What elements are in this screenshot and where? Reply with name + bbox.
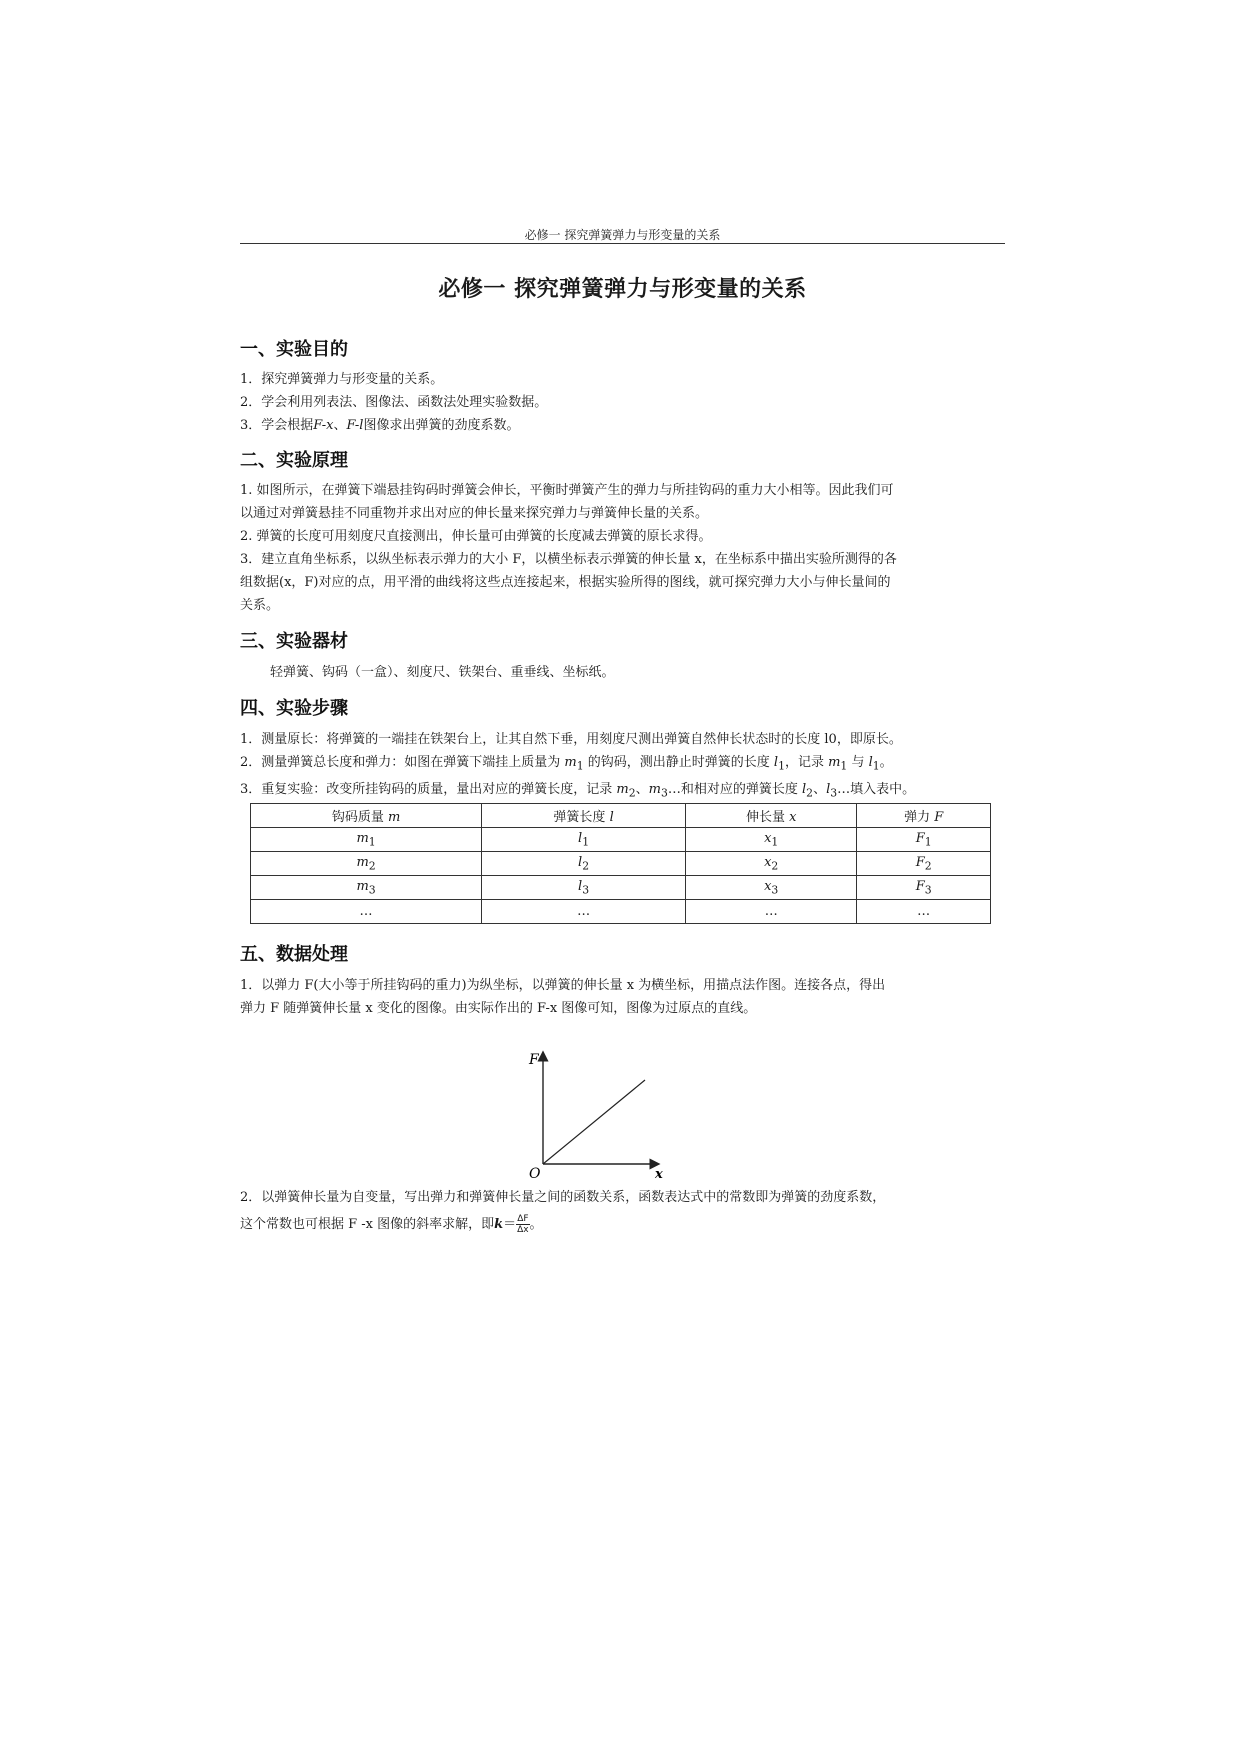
table-cell: $m_1$ [251,828,482,852]
table-row [251,876,991,900]
measurement-table [250,803,991,924]
x-axis-label: x [655,1167,663,1178]
step-2: 2．测量弹簧总长度和弹力：如图在弹簧下端挂上质量为 $m_1$ 的钩码，测出静止时弹簧的长度 $l_1$，记录 $m_1$ 与 $l_1$。 [240,755,893,773]
principle-line: 1. 如图所示，在弹簧下端悬挂钩码时弹簧会伸长，平衡时弹簧产生的弹力与所挂钩码的重力大小相等。因此我们可 [240,483,894,498]
principle-line: 以通过对弹簧悬挂不同重物并求出对应的伸长量来探究弹力与弹簧伸长量的关系。 [240,506,709,521]
document-page [240,0,1005,1754]
purpose-item-1: 1．探究弹簧弹力与形变量的关系。 [240,372,444,387]
processing-line: 这个常数也可根据 F -x 图像的斜率求解，即k＝ $\frac{\Delta F}{\Delta x}$ 。 [240,1214,543,1235]
table-cell: … [251,900,482,924]
slope-text [240,1186,1005,1236]
principle-line: 关系。 [240,598,280,613]
table-cell: $F_3$ [857,876,991,900]
step-1: 1．测量原长：将弹簧的一端挂在铁架台上，让其自然下垂，用刻度尺测出弹簧自然伸长状态时的长度 l0，即原长。 [240,732,902,747]
origin-label: O [529,1166,541,1178]
section-heading-principle: 二、实验原理 [240,450,348,471]
table-header-cell: 钩码质量 m [251,804,482,828]
proportional-line [543,1080,645,1164]
processing-line: 2．以弹簧伸长量为自变量，写出弹力和弹簧伸长量之间的函数关系，函数表达式中的常数即为弹簧的劲度系数， [240,1190,886,1205]
table-row [251,900,991,924]
section-heading-equipment: 三、实验器材 [240,631,348,652]
principle-text [240,479,1005,617]
table-row [251,852,991,876]
slope-fraction: $\frac{\Delta F}{\Delta x}$ [517,1214,529,1235]
y-axis-label: F [529,1052,539,1068]
table-cell: $m_3$ [251,876,482,900]
header-rule [240,243,1005,244]
table-cell: … [857,900,991,924]
table-cell: $F_1$ [857,828,991,852]
table-cell: $l_3$ [482,876,686,900]
table-cell: … [482,900,686,924]
step-3: 3．重复实验：改变所挂钩码的质量，量出对应的弹簧长度，记录 $m_2$、$m_3\dots$和相对应的弹簧长度 $l_2$、$l_3\dots$填入表中。 [240,781,916,800]
running-header: 必修一 探究弹簧弹力与形变量的关系 [524,228,721,242]
section-heading-steps: 四、实验步骤 [240,698,348,719]
equipment-list: 轻弹簧、钩码（一盒）、刻度尺、铁架台、重垂线、坐标纸。 [270,665,615,680]
table-cell: $F_2$ [857,852,991,876]
purpose-item-3: 3．学会根据F-x、F-l图像求出弹簧的劲度系数。 [240,418,520,433]
f-x-graph [505,1048,685,1178]
table-cell: … [686,900,857,924]
table-header-cell: 弹力 F [857,804,991,828]
principle-line: 3．建立直角坐标系，以纵坐标表示弹力的大小 F，以横坐标表示弹簧的伸长量 x，在坐标系中描出实验所测得的各 [240,552,897,567]
processing-line: 弹力 F 随弹簧伸长量 x 变化的图像。由实际作出的 F-x 图像可知，图像为过原点的直线。 [240,1001,757,1016]
steps-list [240,728,1005,804]
principle-line: 组数据(x，F)对应的点，用平滑的曲线将这些点连接起来，根据实验所得的图线，就可探究弹力大小与伸长量间的 [240,575,891,590]
section-heading-data-processing: 五、数据处理 [240,944,348,965]
table-row [251,828,991,852]
data-processing-text [240,974,1005,1020]
table-cell: $l_1$ [482,828,686,852]
table-header-row [251,804,991,828]
processing-line: 1．以弹力 F(大小等于所挂钩码的重力)为纵坐标，以弹簧的伸长量 x 为横坐标，用描点法作图。连接各点，得出 [240,978,886,993]
purpose-item-2: 2．学会利用列表法、图像法、函数法处理实验数据。 [240,395,548,410]
principle-line: 2. 弹簧的长度可用刻度尺直接测出，伸长量可由弹簧的长度减去弹簧的原长求得。 [240,529,712,544]
table-cell: $l_2$ [482,852,686,876]
section-heading-purpose: 一、实验目的 [240,339,348,360]
table-cell: $x_1$ [686,828,857,852]
document-title: 必修一 探究弹簧弹力与形变量的关系 [438,277,807,302]
purpose-list [240,368,1005,437]
table-header-cell: 弹簧长度 l [482,804,686,828]
table-cell: $m_2$ [251,852,482,876]
table-cell: $x_2$ [686,852,857,876]
table-cell: $x_3$ [686,876,857,900]
table-header-cell: 伸长量 x [686,804,857,828]
